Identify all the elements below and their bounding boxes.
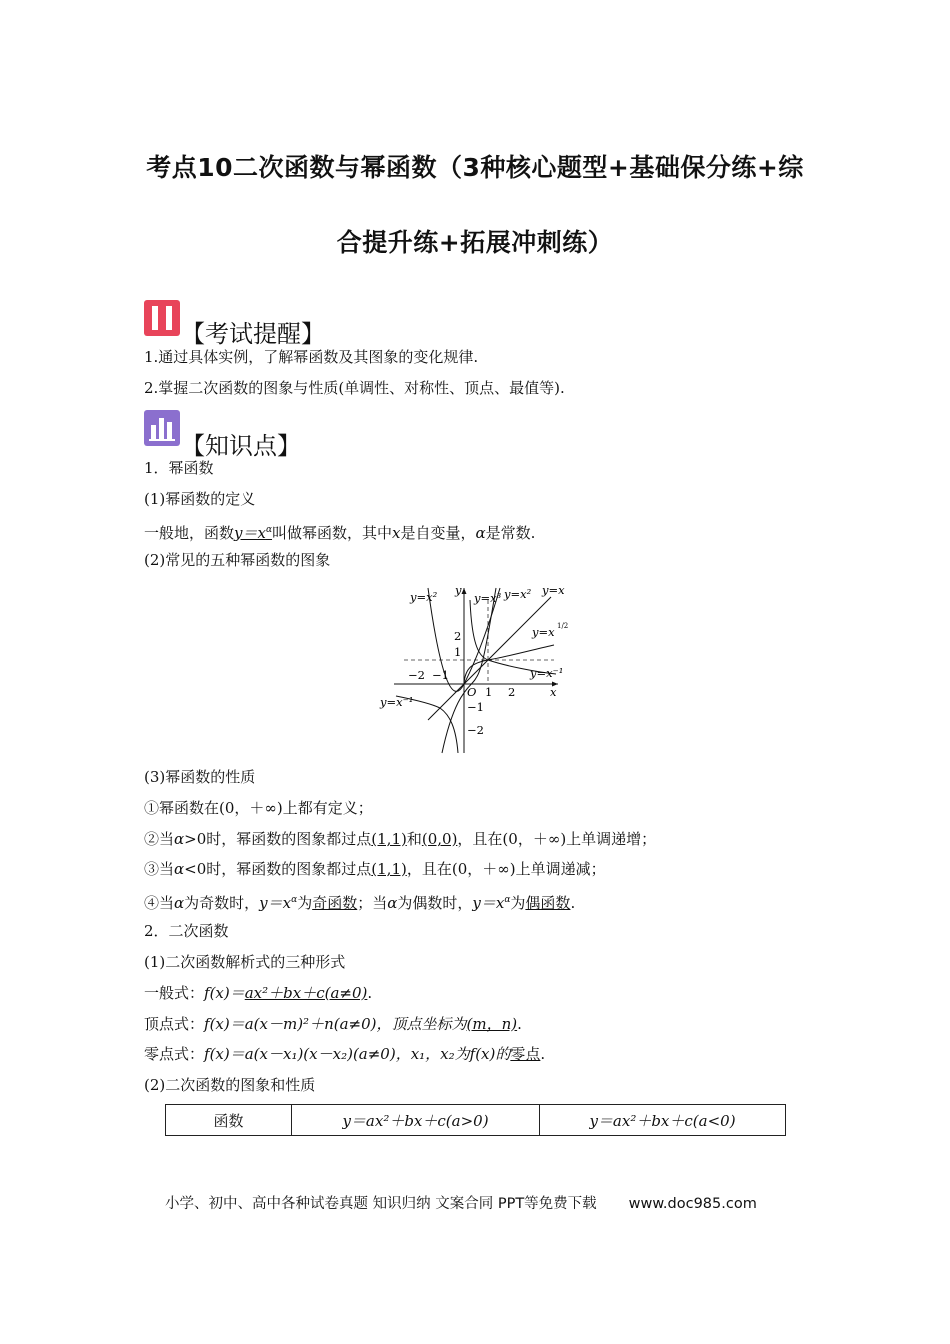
tick-y-1: 1 bbox=[454, 645, 462, 659]
label-y-x2-right: y=x² bbox=[504, 587, 532, 601]
kp1-graph-heading: (2)常见的五种幂函数的图象 bbox=[144, 551, 331, 569]
kp1-props-heading: (3)幂函数的性质 bbox=[144, 768, 256, 786]
footer-url[interactable]: www.doc985.com bbox=[628, 1196, 757, 1212]
tick-y-2: 2 bbox=[454, 629, 462, 643]
kp1-heading: 1．幂函数 bbox=[144, 459, 214, 477]
table-header-cell: 函数 bbox=[166, 1105, 292, 1136]
pause-icon bbox=[144, 300, 180, 336]
kp1-prop-1: ①幂函数在(0，＋∞)上都有定义； bbox=[144, 799, 373, 817]
page-footer bbox=[165, 1192, 757, 1213]
page-title-line-2: 合提升练+拓展冲刺练） bbox=[336, 228, 614, 257]
kp1-prop-2: ②当α>0时，幂函数的图象都过点(1,1)和(0,0)，且在(0，＋∞)上单调递增； bbox=[144, 830, 657, 848]
section-knowledge-heading: 【知识点】 bbox=[181, 432, 301, 460]
kp1-prop-3: ③当α<0时，幂函数的图象都过点(1,1)，且在(0，＋∞)上单调递减； bbox=[144, 860, 606, 878]
tick-x-neg2: −2 bbox=[408, 668, 425, 682]
kp1-def-heading: (1)幂函数的定义 bbox=[144, 490, 256, 508]
kp2-general-form: 一般式：f(x)＝ax²＋bx＋c(a≠0). bbox=[144, 984, 373, 1002]
exam-item-1: 1.通过具体实例，了解幂函数及其图象的变化规律. bbox=[144, 348, 479, 366]
exam-item-2: 2.掌握二次函数的图象与性质(单调性、对称性、顶点、最值等). bbox=[144, 379, 565, 397]
kp2-forms-heading: (1)二次函数解析式的三种形式 bbox=[144, 953, 346, 971]
kp2-graph-props-heading: (2)二次函数的图象和性质 bbox=[144, 1076, 316, 1094]
kp2-heading: 2．二次函数 bbox=[144, 922, 229, 940]
tick-x-neg1: −1 bbox=[432, 668, 449, 682]
label-y-x-inv-right: y=x⁻¹ bbox=[530, 666, 564, 680]
label-y-x2-left: y=x² bbox=[410, 590, 438, 604]
tick-x-2: 2 bbox=[508, 685, 516, 699]
power-functions-graph bbox=[376, 578, 576, 756]
footer-text: 小学、初中、高中各种试卷真题 知识归纳 文案合同 PPT等免费下载 bbox=[165, 1196, 597, 1212]
label-y-x-inv-left: y=x⁻¹ bbox=[380, 695, 414, 709]
label-y-x3: y=x³ bbox=[474, 591, 502, 605]
table-row bbox=[166, 1105, 786, 1136]
tick-x-1: 1 bbox=[485, 685, 493, 699]
label-y-axis: y bbox=[455, 583, 462, 597]
tick-y-neg1: −1 bbox=[467, 700, 484, 714]
kp1-definition: 一般地，函数$y=x^\alpha$叫做幂函数，其中x是自变量，α是常数. bbox=[144, 524, 536, 542]
kp1-prop-4: ④当α为奇数时，$y=x^\alpha$为奇函数；当α为偶数时，$y=x^\alpha$为偶函数. bbox=[144, 894, 576, 912]
label-x-axis: x bbox=[550, 685, 557, 699]
label-origin: O bbox=[467, 685, 477, 699]
table-header-cell: y＝ax²＋bx＋c(a<0) bbox=[540, 1105, 786, 1136]
section-exam-heading: 【考试提醒】 bbox=[181, 320, 325, 348]
kp2-vertex-form: 顶点式：f(x)＝a(x－m)²＋n(a≠0)，顶点坐标为(m，n). bbox=[144, 1015, 522, 1033]
label-y-x-half: y=x bbox=[532, 625, 555, 639]
tick-y-neg2: −2 bbox=[467, 723, 484, 737]
page-title-line-1: 考点10二次函数与幂函数（3种核心题型+基础保分练+综 bbox=[146, 153, 804, 182]
table-header-cell: y＝ax²＋bx＋c(a>0) bbox=[292, 1105, 540, 1136]
label-y-x: y=x bbox=[542, 583, 565, 597]
quadratic-properties-table bbox=[165, 1104, 786, 1136]
kp2-zero-form: 零点式：f(x)＝a(x－x₁)(x－x₂)(a≠0)，x₁，x₂为f(x)的零点. bbox=[144, 1045, 546, 1063]
label-exponent-half: 1/2 bbox=[557, 622, 569, 630]
bar-chart-icon bbox=[144, 410, 180, 446]
